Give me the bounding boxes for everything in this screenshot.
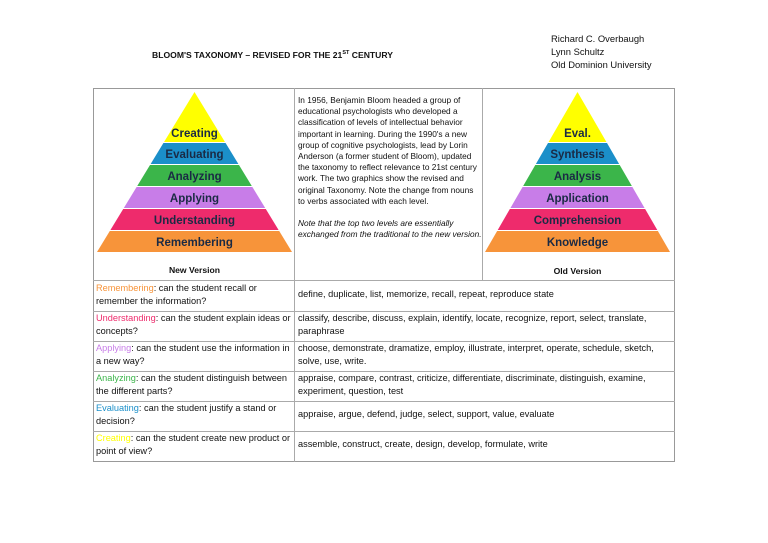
table-divider (294, 88, 295, 462)
intro-text (298, 95, 482, 251)
question-text: : can the student explain ideas or concepts? (96, 313, 291, 336)
question-text: : can the student distinguish between the different parts? (96, 373, 288, 396)
level-verbs: define, duplicate, list, memorize, recall, repeat, reproduce state (298, 289, 554, 299)
level-name: Applying (96, 343, 132, 353)
new-version-caption: New Version (168, 265, 221, 275)
pyramid-level-label: Knowledge (546, 237, 609, 249)
intro-paragraph: In 1956, Benjamin Bloom headed a group of educational psychologists who developed a classification of levels of intellectual behavior important in learning. During the 1990's a new group of cognitive psychologists, lead by Lorin Anderson (a former student of Bloom), updated the taxonomy to reflect relevance to 21st century work. The two graphics show the revised and original Taxonomy. Note the change from nouns to verbs associated with each level. (298, 95, 477, 206)
table-divider (93, 280, 675, 281)
level-verbs: choose, demonstrate, dramatize, employ, illustrate, interpret, operate, schedule, sketch, solve, use, write. (298, 343, 654, 366)
pyramid-level-label: Analyzing (167, 171, 222, 183)
old-version-pyramid (485, 92, 670, 255)
question-text: : can the student create new product or point of view? (96, 433, 291, 456)
level-name: Analyzing (96, 373, 136, 383)
level-question (96, 312, 294, 337)
level-verbs: classify, describe, discuss, explain, identify, locate, recognize, report, select, translate, paraphrase (298, 313, 647, 336)
pyramid-level-label: Comprehension (533, 215, 622, 227)
level-name: Evaluating (96, 403, 139, 413)
level-name: Creating (96, 433, 131, 443)
author-name: Lynn Schultz (551, 46, 605, 57)
question-text: : can the student use the information in a new way? (96, 343, 290, 366)
level-name: Understanding (96, 313, 156, 323)
level-verbs: assemble, construct, create, design, develop, formulate, write (298, 439, 548, 449)
table-divider (482, 88, 483, 280)
question-text: : can the student justify a stand or decision? (96, 403, 277, 426)
author-affiliation: Old Dominion University (551, 59, 652, 70)
page-title: BLOOM'S TAXONOMY – REVISED FOR THE 21ST CENTURY (152, 50, 393, 60)
level-question (96, 432, 294, 457)
level-question (96, 372, 294, 397)
pyramid-level-label: Eval. (564, 128, 591, 140)
level-name: Remembering (96, 283, 154, 293)
pyramid-level-label: Creating (171, 128, 218, 140)
pyramid-level-label: Applying (169, 193, 220, 205)
author-block (551, 32, 652, 71)
level-verbs: appraise, compare, contrast, criticize, differentiate, discriminate, distinguish, examine, experiment, question, test (298, 373, 646, 396)
level-verbs: appraise, argue, defend, judge, select, support, value, evaluate (298, 409, 555, 419)
old-version-caption: Old Version (553, 266, 602, 276)
pyramid-level-label: Synthesis (550, 149, 605, 161)
pyramid-level-label: Analysis (553, 171, 602, 183)
new-version-pyramid (97, 92, 292, 255)
level-question (96, 402, 294, 427)
pyramid-level-label: Remembering (156, 237, 233, 249)
pyramid-level-label: Understanding (153, 215, 236, 227)
pyramid-level-label: Evaluating (165, 149, 224, 161)
level-question (96, 282, 294, 307)
intro-note: Note that the top two levels are essentially exchanged from the traditional to the new version. (298, 218, 482, 240)
level-question (96, 342, 294, 367)
question-text: : can the student recall or remember the information? (96, 283, 257, 306)
author-name: Richard C. Overbaugh (551, 33, 645, 44)
pyramid-level-label: Application (546, 193, 609, 205)
